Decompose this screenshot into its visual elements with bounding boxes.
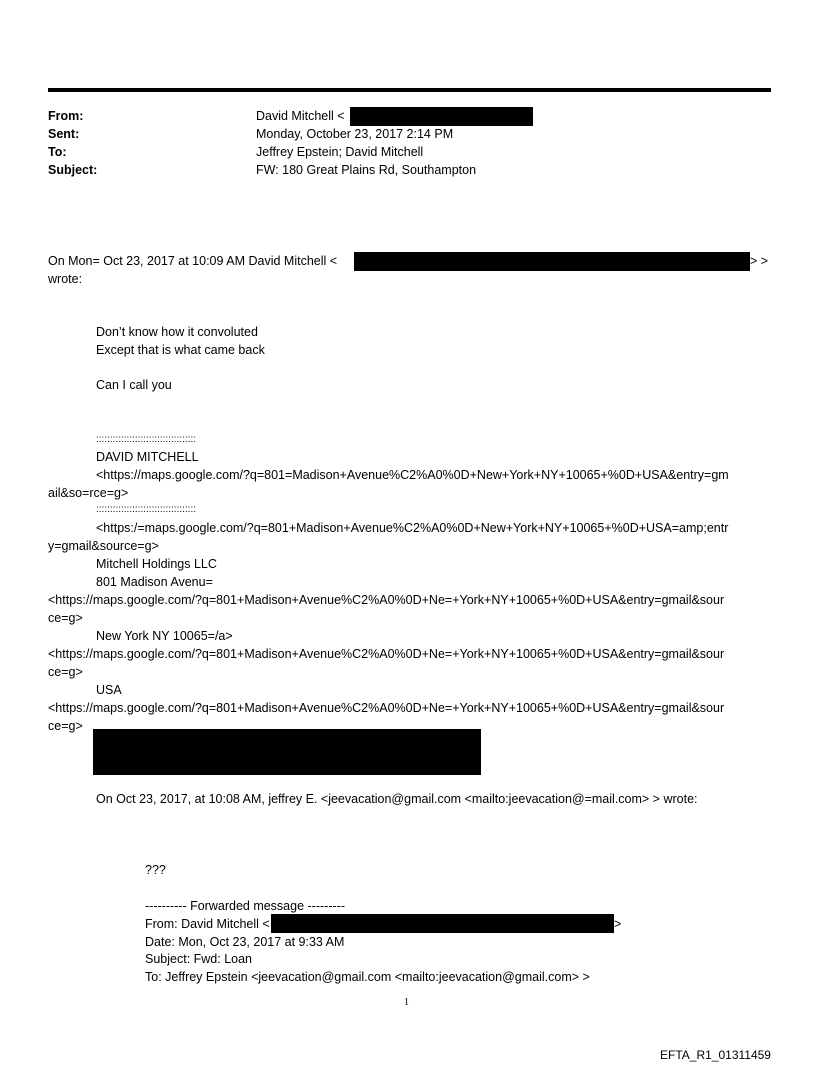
from-value: David Mitchell < bbox=[256, 109, 345, 123]
redaction-intro bbox=[354, 252, 750, 271]
header-rule bbox=[48, 88, 771, 92]
message-line-3: Can I call you bbox=[96, 378, 172, 392]
sig-link-3a: <https://maps.google.com/?q=801+Madison+Avenue%C2%A0%0D+Ne=+York+NY+10065+%0D+USA&entry=gmail&sour bbox=[48, 593, 725, 607]
sig-link-2b: y=gmail&source=g> bbox=[48, 539, 159, 553]
forwarded-from-end: > bbox=[614, 917, 622, 931]
sig-address-1: 801 Madison Avenu= bbox=[96, 575, 213, 589]
sig-country: USA bbox=[96, 683, 122, 697]
message-line-2: Except that is what came back bbox=[96, 343, 265, 357]
sig-link-5b: ce=g> bbox=[48, 719, 83, 733]
quote-line: On Oct 23, 2017, at 10:08 AM, jeffrey E. <jeevacation@gmail.com <mailto:jeevacation@=mail.com> > wrote: bbox=[96, 792, 698, 806]
sig-link-4a: <https://maps.google.com/?q=801+Madison+Avenue%C2%A0%0D+Ne=+York+NY+10065+%0D+USA&entry=gmail&sour bbox=[48, 647, 725, 661]
sig-link-5a: <https://maps.google.com/?q=801+Madison+Avenue%C2%A0%0D+Ne=+York+NY+10065+%0D+USA&entry=gmail&sour bbox=[48, 701, 725, 715]
sig-name: DAVID MITCHELL bbox=[96, 450, 199, 464]
sig-divider-1: :::::::::::::::::::::::::::::::::::: bbox=[96, 434, 197, 445]
message-line-1: Don’t know how it convoluted bbox=[96, 325, 258, 339]
forwarded-from: From: David Mitchell < bbox=[145, 917, 270, 931]
subject-value: FW: 180 Great Plains Rd, Southampton bbox=[256, 163, 477, 177]
sig-link-3b: ce=g> bbox=[48, 611, 83, 625]
page-number: 1 bbox=[404, 997, 409, 1008]
quote-question: ??? bbox=[145, 863, 166, 877]
redaction-forwarded-from bbox=[271, 914, 614, 933]
intro-wrote: wrote: bbox=[48, 272, 83, 286]
sig-divider-2: :::::::::::::::::::::::::::::::::::: bbox=[96, 504, 197, 515]
sig-link-1a: <https://maps.google.com/?q=801=Madison+Avenue%C2%A0%0D+New+York+NY+10065+%0D+USA&entry=gm bbox=[96, 468, 729, 482]
sent-value: Monday, October 23, 2017 2:14 PM bbox=[256, 127, 454, 141]
sig-link-4b: ce=g> bbox=[48, 665, 83, 679]
forwarded-to: To: Jeffrey Epstein <jeevacation@gmail.com <mailto:jeevacation@gmail.com> > bbox=[145, 970, 590, 984]
sent-label: Sent: bbox=[48, 127, 80, 141]
sig-link-2a: <https:/=maps.google.com/?q=801+Madison+Avenue%C2%A0%0D+New+York+NY+10065+%0D+USA=amp;entr bbox=[96, 521, 729, 535]
intro-line: On Mon= Oct 23, 2017 at 10:09 AM David Mitchell < bbox=[48, 254, 338, 268]
forwarded-date: Date: Mon, Oct 23, 2017 at 9:33 AM bbox=[145, 935, 345, 949]
redaction-from bbox=[350, 107, 533, 126]
sig-address-2: New York NY 10065=/a> bbox=[96, 629, 233, 643]
intro-line-end: > > bbox=[750, 254, 769, 268]
redaction-signature bbox=[93, 729, 481, 775]
sig-company: Mitchell Holdings LLC bbox=[96, 557, 217, 571]
forwarded-subject: Subject: Fwd: Loan bbox=[145, 952, 253, 966]
to-label: To: bbox=[48, 145, 67, 159]
document-id: EFTA_R1_01311459 bbox=[660, 1048, 771, 1062]
forwarded-title: ---------- Forwarded message --------- bbox=[145, 899, 345, 913]
sig-link-1b: ail&so=rce=g> bbox=[48, 486, 129, 500]
to-value: Jeffrey Epstein; David Mitchell bbox=[256, 145, 424, 159]
subject-label: Subject: bbox=[48, 163, 98, 177]
from-label: From: bbox=[48, 109, 84, 123]
